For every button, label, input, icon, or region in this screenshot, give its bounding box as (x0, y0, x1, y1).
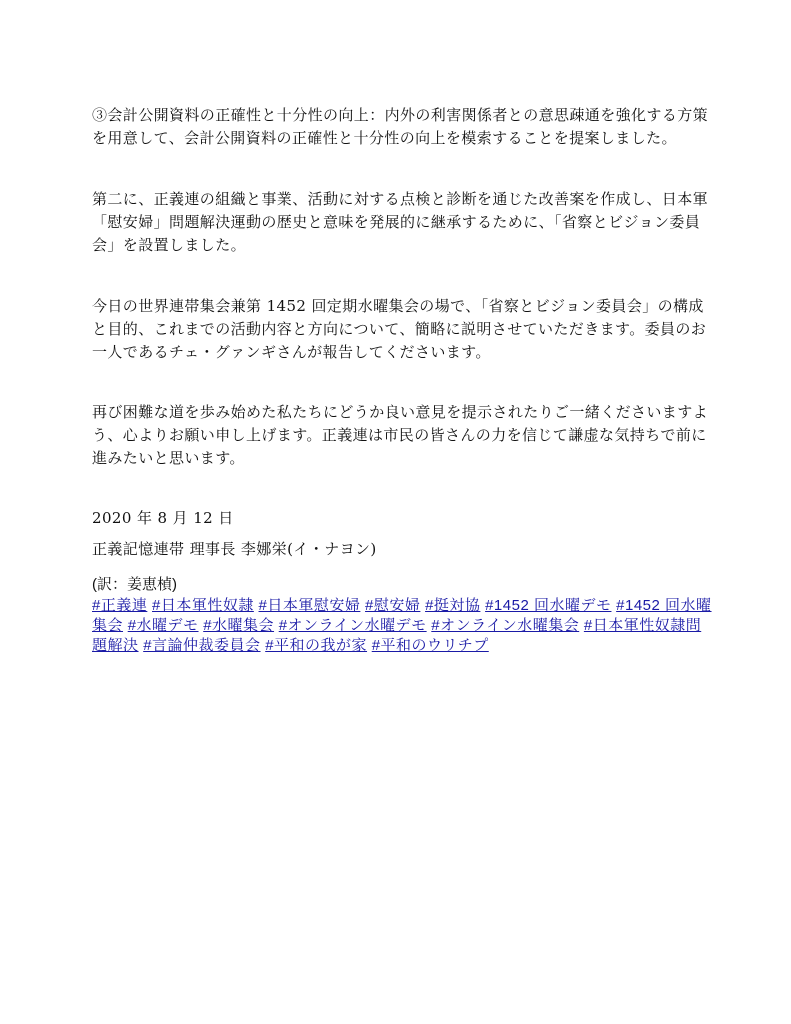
hashtag-list (92, 596, 712, 656)
paragraph-accounting-transparency: ③会計公開資料の正確性と十分性の向上：内外の利害関係者との意思疎通を強化する方策を用意して、会計公開資料の正確性と十分性の向上を模索することを提案しました。 (92, 106, 709, 147)
hashtag-link[interactable]: #挺対協 (425, 597, 481, 614)
hashtag-link[interactable]: #正義連 (92, 597, 148, 614)
hashtag-link[interactable]: #言論仲裁委員会 (143, 637, 261, 654)
hashtag-link[interactable]: #オンライン水曜集会 (431, 617, 580, 634)
hashtag-link[interactable]: #オンライン水曜デモ (278, 617, 427, 634)
hashtag-link[interactable]: #平和の我が家 (265, 637, 368, 654)
document-date: 2020 年 8 月 12 日 (92, 509, 234, 527)
hashtag-link[interactable]: #平和のウリチプ (371, 637, 489, 654)
hashtag-link[interactable]: #日本軍性奴隷 (152, 597, 254, 614)
hashtag-link[interactable]: #水曜集会 (203, 617, 275, 634)
paragraph-reflection-committee: 第二に、正義連の組織と事業、活動に対する点検と診断を通じた改善案を作成し、日本軍「慰安婦」問題解決運動の歴史と意味を発展的に継承するために、「省察とビジョン委員会」を設置しました。 (92, 190, 709, 254)
hashtag-link[interactable]: #日本軍慰安婦 (258, 597, 361, 614)
hashtag-link[interactable]: #慰安婦 (365, 597, 421, 614)
document-signature: 正義記憶連帯 理事長 李娜栄(イ・ナヨン) (92, 540, 377, 558)
hashtag-link[interactable]: #水曜デモ (127, 617, 199, 634)
paragraph-closing-request: 再び困難な道を歩み始めた私たちにどうか良い意見を提示されたりご一緒くださいますよう、心よりお願い申し上げます。正義連は市民の皆さんの力を信じて謙虚な気持ちで前に進みたいと思います。 (92, 403, 709, 467)
translator-credit: (訳：姜恵楨) (92, 576, 177, 593)
paragraph-solidarity-rally: 今日の世界連帯集会兼第 1452 回定期水曜集会の場で、「省察とビジョン委員会」の構成と目的、これまでの活動内容と方向について、簡略に説明させていただきます。委員のお一人であるチェ・グァンギさんが報告してくださいます。 (92, 297, 707, 361)
hashtag-link[interactable]: #1452 回水曜集会 (92, 597, 712, 634)
hashtag-link[interactable]: #日本軍性奴隷問題解決 (92, 617, 702, 654)
hashtag-link[interactable]: #1452 回水曜デモ (485, 597, 612, 614)
